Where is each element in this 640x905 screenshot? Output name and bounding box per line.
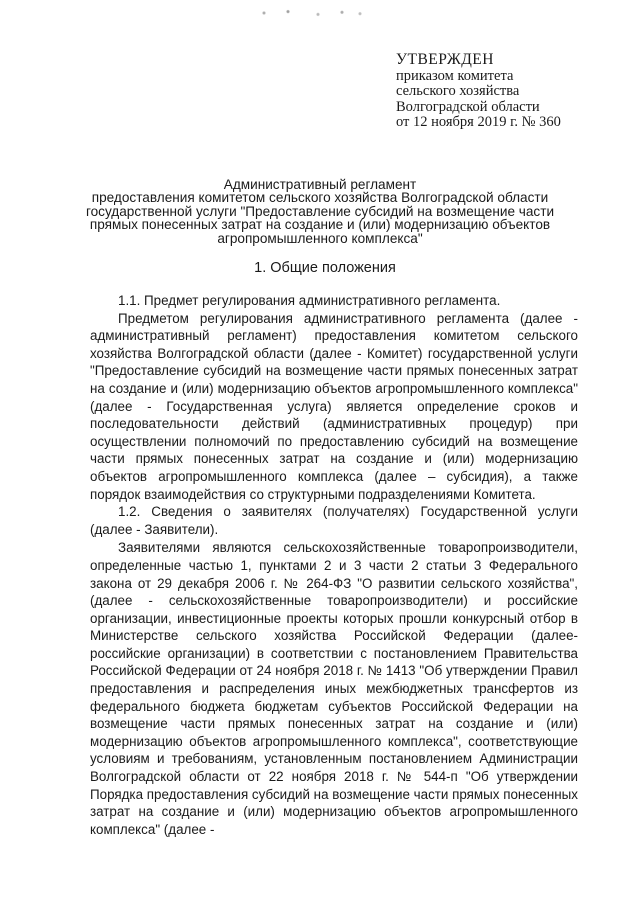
document-subtitle-line: государственной услуги "Предоставление субсидий на возмещение части [85, 203, 555, 219]
clause-heading: 1.1. Предмет регулирования административного регламента. [118, 293, 501, 308]
approval-date: от 12 ноября 2019 г. № 360 [396, 114, 561, 130]
document-subtitle-line: прямых понесенных затрат на создание и (или) модернизацию объектов [89, 217, 551, 233]
approval-stamp [396, 52, 626, 131]
document-subtitle-line: предоставления комитетом сельского хозяйства Волгоградской области [91, 190, 549, 206]
paragraph: Предметом регулирования административного регламента (далее - административный регламент) предоставления комитетом сельского хозяйства Волгоградской области (далее - Комитет) государственной услуги "Предоставление субсидий на возмещение части прямых понесенных затрат на создание и (или) модернизацию объектов агропромышленного комплекса" (далее - Государственная услуга) является определение сроков и последовательности действий (административных процедур) при осуществлении полномочий по предоставлению субсидий на возмещение части прямых понесенных затрат на создание и (или) модернизацию объектов агропромышленного комплекса (далее – субсидия), а также порядок взаимодействия со структурными подразделениями Комитета. [90, 310, 578, 502]
section-title: 1. Общие положения [254, 260, 396, 276]
scan-artifact [252, 6, 372, 20]
paragraph: Заявителями являются сельскохозяйственные товаропроизводители, определенные частью 1, пунктами 2 и 3 части 2 статьи 3 Федерального закона от 29 декабря 2006 г. № 264-ФЗ "О развитии сельского хозяйства", (далее - сельскохозяйственные товаропроизводители) и российские организации, инвестиционные проекты которых прошли конкурсный отбор в Министерстве сельского хозяйства Российской Федерации (далее-российские организации) в соответствии с постановлением Правительства Российской Федерации от 24 ноября 2018 г. № 1413 "Об утверждении Правил предоставления и распределения иных межбюджетных трансфертов из федерального бюджета бюджетам субъектов Российской Федерации на возмещение части прямых понесенных затрат на создание и (или) модернизацию объектов агропромышленного комплекса", соответствующие условиям и требованиям, установленным постановлением Администрации Волгоградской области от 22 ноября 2018 г. № 544-п "Об утверждении Порядка предоставления субсидий на возмещение части прямых понесенных затрат на создание и (или) модернизацию объектов агропромышленного комплекса" (далее - [90, 540, 578, 837]
clause-heading: 1.2. Сведения о заявителях (получателях) Государственной услуги (далее - Заявители). [90, 504, 578, 537]
approval-line: Волгоградской области [396, 98, 540, 115]
approval-line: приказом комитета [396, 67, 514, 84]
approval-line: сельского хозяйства [396, 83, 520, 99]
document-title: Административный регламент [223, 177, 417, 192]
document-subtitle-line: агропромышленного комплекса" [217, 230, 423, 246]
document-header [60, 178, 580, 245]
approval-title: УТВЕРЖДЕН [396, 51, 494, 68]
document-body [90, 292, 578, 838]
